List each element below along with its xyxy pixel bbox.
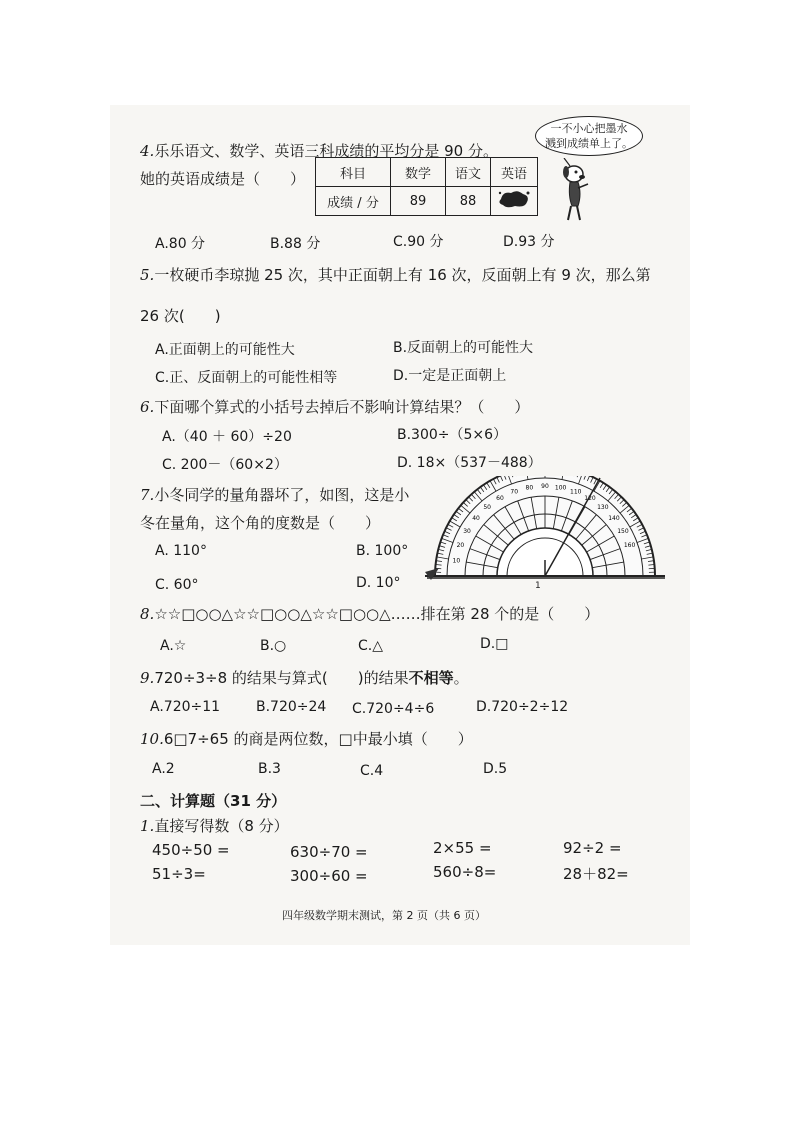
q8-number: 8. <box>140 605 155 623</box>
protractor-figure <box>425 476 665 596</box>
protractor-label: 160 <box>623 542 636 550</box>
q9-number: 9. <box>140 669 155 687</box>
table-cell-english-ink-blot <box>491 187 538 216</box>
q7-option-a: A. 110° <box>155 543 207 559</box>
q5-option-c: C.正、反面朝上的可能性相等 <box>155 370 338 386</box>
q4-number: 4. <box>140 142 155 160</box>
q9-emphasis: 不相等 <box>408 669 454 687</box>
q6-option-b: B.300÷（5×6） <box>397 427 508 443</box>
table-row <box>316 158 538 187</box>
calc-item-1: 450÷50 = <box>152 841 230 859</box>
table-cell-math: 89 <box>391 187 446 216</box>
q8-line1 <box>140 603 599 624</box>
q8-option-b: B.○ <box>260 638 287 654</box>
q10-option-c: C.4 <box>360 763 384 779</box>
table-cell-chinese: 88 <box>446 187 491 216</box>
protractor-label: 50 <box>483 504 491 512</box>
q7-line1 <box>140 484 409 505</box>
page-footer: 四年级数学期末测试，第 2 页（共 6 页） <box>282 909 486 922</box>
q4-option-a: A.80 分 <box>155 236 206 252</box>
protractor-label: 140 <box>608 515 620 523</box>
cartoon-dog-icon <box>556 158 592 222</box>
speech-bubble <box>535 116 643 156</box>
protractor-label: 30 <box>463 528 471 535</box>
calc-item-3: 2×55 = <box>433 839 492 857</box>
section2-title: 二、计算题（31 分） <box>140 792 287 810</box>
q10-option-d: D.5 <box>483 761 508 777</box>
q5-option-d: D.一定是正面朝上 <box>393 368 507 384</box>
bubble-line2: 溅到成绩单上了。 <box>545 137 633 150</box>
q7-number: 7. <box>140 486 155 504</box>
section2-sub-number: 1. <box>140 817 155 835</box>
calc-item-4: 92÷2 = <box>563 839 622 857</box>
q5-option-a: A.正面朝上的可能性大 <box>155 342 295 358</box>
q8-text: ☆☆□○○△☆☆□○○△☆☆□○○△……排在第 28 个的是（ ） <box>154 605 600 623</box>
protractor-label: 100 <box>554 484 567 492</box>
q6-line1 <box>140 396 529 417</box>
q7-text: 小冬同学的量角器坏了，如图，这是小 <box>154 486 410 504</box>
q9-option-c: C.720÷4÷6 <box>352 701 435 717</box>
q5-text: 一枚硬币李琼抛 25 次，其中正面朝上有 16 次，反面朝上有 9 次，那么第 <box>154 266 651 284</box>
protractor-label: 90 <box>541 483 549 490</box>
protractor-label: 120 <box>584 495 596 503</box>
protractor-label: 10 <box>452 557 461 565</box>
q5-number: 5. <box>140 266 155 284</box>
protractor-label: 130 <box>597 504 609 512</box>
q9-option-a: A.720÷11 <box>150 699 221 715</box>
q6-text: 下面哪个算式的小括号去掉后不影响计算结果？（ ） <box>154 398 530 416</box>
q8-option-a: A.☆ <box>160 638 187 654</box>
q6-option-a: A.（40 ＋ 60）÷20 <box>162 429 292 445</box>
q6-number: 6. <box>140 398 155 416</box>
q5-option-b: B.反面朝上的可能性大 <box>393 340 534 356</box>
q8-option-c: C.△ <box>358 638 383 654</box>
protractor-label: 80 <box>525 484 534 492</box>
table-header-chinese: 语文 <box>446 158 491 187</box>
section2-subtitle <box>140 815 289 836</box>
q5-line2: 26 次( ) <box>140 307 221 325</box>
table-header-english: 英语 <box>491 158 538 187</box>
table-row <box>316 187 538 216</box>
q7-option-c: C. 60° <box>155 577 199 593</box>
ink-blot-icon <box>497 189 531 209</box>
section2-sub-text: 直接写得数（8 分） <box>154 817 289 835</box>
q8-option-d: D.□ <box>480 636 509 652</box>
q4-option-b: B.88 分 <box>270 236 321 252</box>
q10-line1 <box>140 728 473 749</box>
q6-option-d: D. 18×（537－488） <box>397 455 542 471</box>
q10-option-a: A.2 <box>152 761 175 777</box>
q9-option-b: B.720÷24 <box>256 699 327 715</box>
q4-option-d: D.93 分 <box>503 234 555 250</box>
bubble-line1: 一不小心把墨水 <box>550 122 628 135</box>
calc-item-7: 560÷8= <box>433 863 497 881</box>
q7-line2: 冬在量角，这个角的度数是（ ） <box>140 514 381 532</box>
table-row-label: 成绩 / 分 <box>316 187 391 216</box>
protractor-icon <box>425 476 665 591</box>
q4-line2: 她的英语成绩是（ ） <box>140 170 306 188</box>
calc-item-2: 630÷70 = <box>290 843 368 861</box>
q6-option-c: C. 200－（60×2） <box>162 457 288 473</box>
q9-text: 720÷3÷8 的结果与算式( )的结果 <box>154 669 409 687</box>
q4-text: 乐乐语文、数学、英语三科成绩的平均分是 90 分。 <box>154 142 498 160</box>
score-table <box>315 157 538 216</box>
q10-option-b: B.3 <box>258 761 281 777</box>
q7-option-d: D. 10° <box>356 575 401 591</box>
q10-number: 10. <box>140 730 164 748</box>
protractor-label: 20 <box>456 542 465 550</box>
q10-text: 6□7÷65 的商是两位数，□中最小填（ ） <box>163 730 473 748</box>
q4-option-c: C.90 分 <box>393 234 444 250</box>
protractor-label: 70 <box>510 488 519 496</box>
svg-text:1: 1 <box>535 581 541 591</box>
q9-end: 。 <box>453 669 469 687</box>
q9-line1 <box>140 667 469 688</box>
calc-item-5: 51÷3= <box>152 865 206 883</box>
table-header-subject: 科目 <box>316 158 391 187</box>
q7-option-b: B. 100° <box>356 543 409 559</box>
table-header-math: 数学 <box>391 158 446 187</box>
calc-item-8: 28＋82= <box>563 865 629 883</box>
protractor-label: 60 <box>496 495 504 503</box>
protractor-label: 40 <box>472 515 480 523</box>
protractor-label: 150 <box>617 528 629 535</box>
q5-line1 <box>140 264 651 285</box>
calc-item-6: 300÷60 = <box>290 867 368 885</box>
q9-option-d: D.720÷2÷12 <box>476 699 569 715</box>
protractor-label: 110 <box>570 488 582 496</box>
